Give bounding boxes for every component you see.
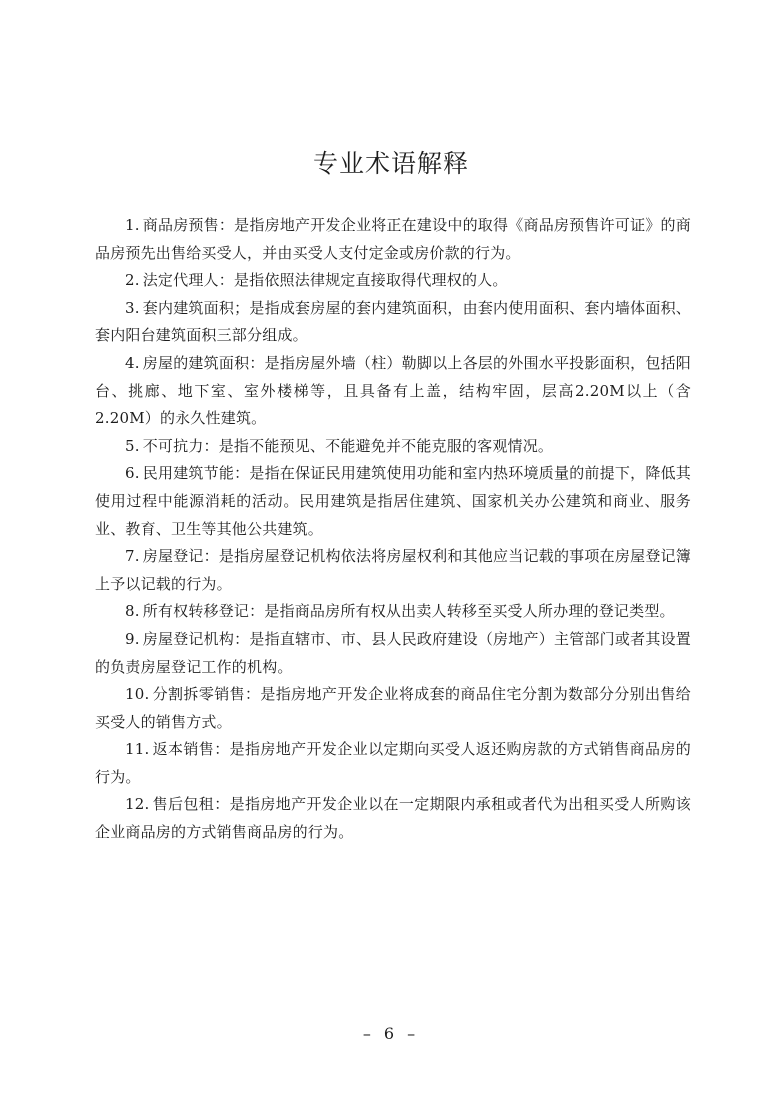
term-definition: 是指依照法律规定直接取得代理权的人。 [233,271,508,290]
term-separator: ： [218,271,234,290]
page-number: – 6 – [362,1024,420,1043]
term-definition: 是指房屋外墙（柱）勒脚以上各层的外围水平投影面积，包括阳台、挑廊、地下室、室外楼梯等，且具备有上盖，结构牢固，层高2.20M以上（含2.20M）的永久性建筑。 [95,353,691,428]
term-definition: 是指房屋登记机构依法将房屋权利和其他应当记载的事项在房屋登记簿上予以记载的行为。 [95,547,691,593]
term-number: 6. [125,464,140,483]
term-name: 返本销售 [152,740,215,759]
term-definition: 是指不能预见、不能避免并不能克服的客观情况。 [218,436,554,455]
term-number: 2. [125,271,140,290]
term-name: 所有权转移登记 [142,602,250,621]
term-name: 套内建筑面积 [142,298,235,317]
page-title: 专业术语解释 [312,149,469,178]
term-name: 不可抗力 [142,436,204,455]
term-separator: ： [249,602,265,621]
term-name: 法定代理人 [142,271,219,290]
term-item-3 [95,295,691,350]
term-number: 7. [125,547,140,566]
term-number: 4. [125,353,140,372]
term-item-10 [95,681,691,736]
term-list [95,212,691,847]
term-item-8 [95,598,691,626]
term-number: 5. [125,436,140,455]
term-definition: 是指直辖市、市、县人民政府建设（房地产）主管部门或者其设置的负责房屋登记工作的机构。 [95,629,692,676]
term-number: 11. [125,740,150,759]
term-separator: ： [234,629,250,648]
term-item-11 [95,736,691,791]
term-separator: ： [244,685,261,704]
term-definition: 是指房地产开发企业以在一定期限内承租或者代为出租买受人所购该企业商品房的方式销售商品房的行为。 [95,795,691,842]
term-item-6 [95,460,691,543]
term-definition: 是指房地产开发企业将成套的商品住宅分割为数部分分别出售给买受人的销售方式。 [95,685,692,731]
term-item-9 [95,626,691,681]
term-name: 民用建筑节能 [142,464,235,483]
term-separator: ： [203,436,219,455]
term-name: 房屋的建筑面积 [142,353,250,372]
term-name: 房屋登记 [142,547,204,566]
term-name: 商品房预售 [142,216,219,234]
term-name: 分割拆零销售 [152,685,245,704]
term-separator: ； [234,298,250,317]
term-name: 售后包租 [152,795,215,814]
term-item-2 [95,267,691,295]
term-separator: ： [203,547,219,566]
term-definition: 是指商品房所有权从出卖人转移至买受人所办理的登记类型。 [264,602,675,621]
term-number: 3. [125,298,140,317]
term-item-7 [95,543,691,598]
term-number: 1. [125,216,140,234]
term-separator: ： [214,740,230,759]
term-separator: ： [249,353,265,372]
term-separator: ： [214,795,230,814]
term-definition: 是指在保证民用建筑使用功能和室内热环境质量的前提下，降低其使用过程中能源消耗的活动。民用建筑是指居住建筑、国家机关办公建筑和商业、服务业、教育、卫生等其他公共建筑。 [95,464,692,538]
term-separator: ： [234,464,250,483]
term-separator: ： [218,216,235,234]
term-name: 房屋登记机构 [142,629,235,648]
term-number: 12. [125,795,150,814]
term-definition: 是指房地产开发企业将正在建设中的取得《商品房预售许可证》的商品房预先出售给买受人，并由买受人支付定金或房价款的行为。 [95,216,691,262]
term-number: 8. [125,602,140,621]
term-definition: 是指成套房屋的套内建筑面积，由套内使用面积、套内墙体面积、套内阳台建筑面积三部分组成。 [95,298,692,345]
term-item-4 [95,350,691,433]
term-item-12 [95,791,691,846]
term-item-5 [95,433,691,461]
term-item-1 [95,212,691,267]
term-number: 10. [125,685,150,704]
term-number: 9. [125,629,140,648]
term-definition: 是指房地产开发企业以定期向买受人返还购房款的方式销售商品房的行为。 [95,740,691,786]
